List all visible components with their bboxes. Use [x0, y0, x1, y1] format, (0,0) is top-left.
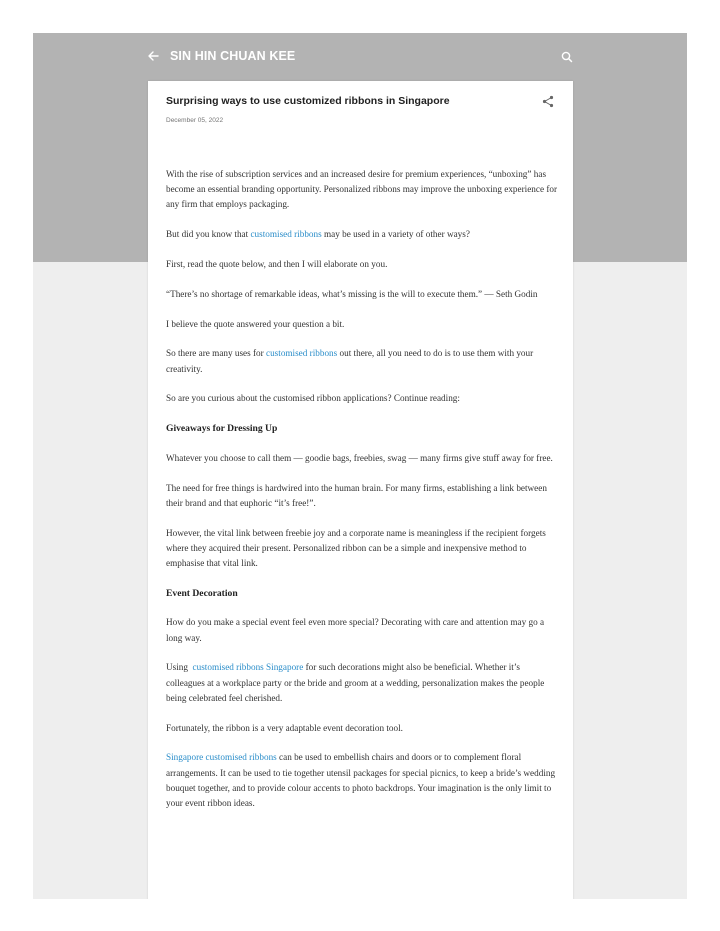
paragraph: First, read the quote below, and then I will elaborate on you. — [166, 259, 388, 269]
site-title[interactable]: SIN HIN CHUAN KEE — [170, 49, 296, 63]
section-heading: Event Decoration — [166, 587, 238, 599]
paragraph: Whatever you choose to call them — goodie bags, freebies, swag — many firms give stuff away for free. — [166, 452, 553, 463]
paragraph-text: Using — [166, 662, 193, 673]
paragraph — [166, 346, 558, 376]
singapore-customised-ribbons-link[interactable]: Singapore customised ribbons — [166, 752, 277, 763]
customised-ribbons-link[interactable]: customised ribbons — [266, 348, 338, 359]
paragraph: The need for free things is hardwired into the human brain. For many firms, establishing a link between their brand and that euphoric “it’s free!”. — [166, 482, 547, 508]
paragraph — [166, 227, 558, 242]
paragraph — [166, 750, 558, 811]
paragraph: Fortunately, the ribbon is a very adaptable event decoration tool. — [166, 722, 403, 733]
paragraph-text: But did you know that — [166, 229, 251, 240]
top-bar — [33, 33, 687, 81]
arrow-back-icon[interactable] — [146, 49, 160, 63]
page-frame — [33, 33, 687, 899]
paragraph-text: So there are many uses for — [166, 348, 267, 359]
quote-paragraph: “There’s no shortage of remarkable ideas, what’s missing is the will to execute them.” — Seth Godin — [166, 288, 538, 299]
search-icon[interactable] — [560, 50, 574, 64]
paragraph-text: for such decorations might also be beneficial. Whether it’s colleagues at a workplace party or the bride and groom at a wedding, personalization makes the people being celebrated feel cherished. — [166, 662, 545, 703]
post-title[interactable]: Surprising ways to use customized ribbons in Singapore — [166, 95, 450, 107]
customised-ribbons-link[interactable]: customised ribbons — [250, 229, 322, 240]
paragraph: With the rise of subscription services and an increased desire for premium experiences, “unboxing” has become an essential branding opportunity. Personalized ribbons may improve the unboxing experience for any firm that employs packaging. — [166, 169, 558, 210]
paragraph-text: out there, all you need to do is to use them with your creativity. — [166, 348, 534, 374]
share-icon[interactable] — [542, 95, 554, 108]
paragraph — [166, 660, 558, 706]
post-date: December 05, 2022 — [166, 117, 224, 124]
paragraph-text: can be used to embellish chairs and doors or to complement floral arrangements. It can be used to tie together utensil packages for special picnics, to keep a bride’s wedding bouquet together, and to provide colour accents to photo backdrops. Your imagination is the only limit to your event ribbon ideas. — [166, 752, 556, 808]
post-card — [148, 81, 573, 899]
post-body — [166, 167, 558, 826]
paragraph: However, the vital link between freebie joy and a corporate name is meaningless if the recipient forgets where they acquired their present. Personalized ribbon can be a simple and inexpensive method to emphasise that vital link. — [166, 527, 546, 568]
customised-ribbons-singapore-link[interactable]: customised ribbons Singapore — [192, 662, 304, 673]
section-heading: Giveaways for Dressing Up — [166, 423, 278, 435]
paragraph: I believe the quote answered your question a bit. — [166, 318, 345, 329]
paragraph: So are you curious about the customised ribbon applications? Continue reading: — [166, 393, 460, 404]
paragraph: How do you make a special event feel even more special? Decorating with care and attention may go a long way. — [166, 617, 545, 643]
paragraph-text: may be used in a variety of other ways? — [321, 229, 470, 240]
